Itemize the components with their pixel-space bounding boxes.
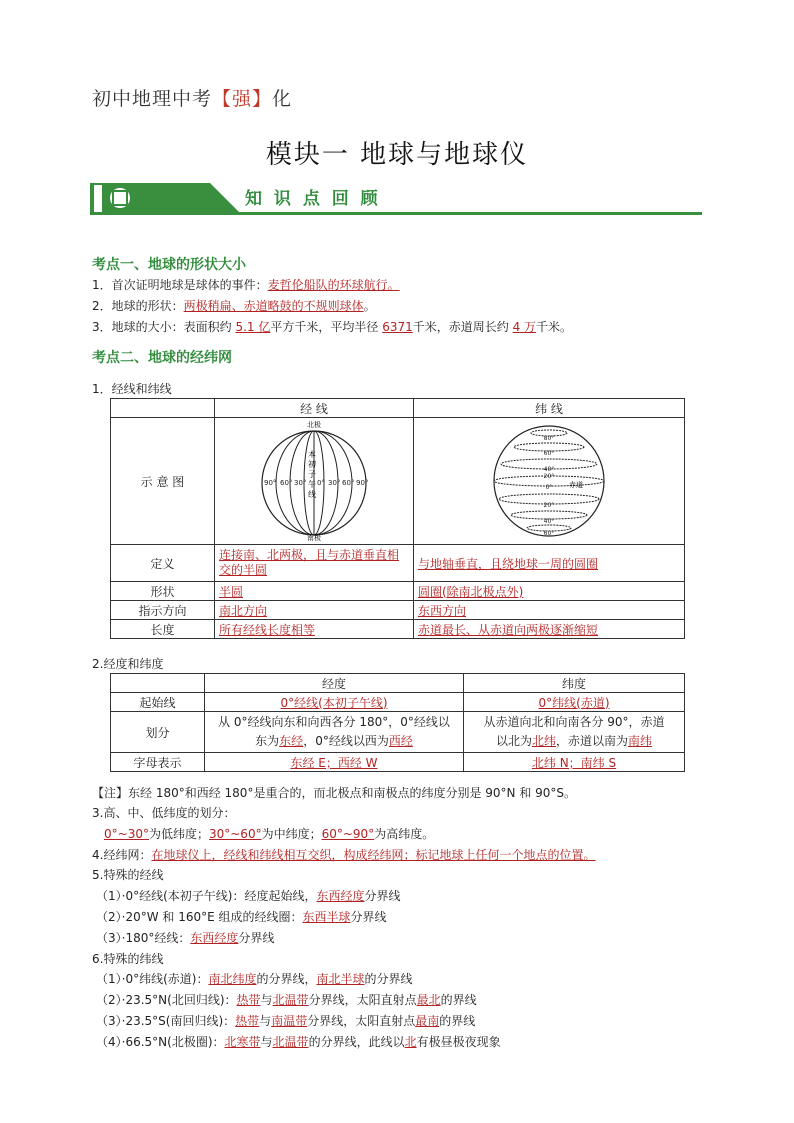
row-diagram-label: 示 意 图 (111, 418, 215, 545)
col-longitude: 经度 (205, 674, 464, 693)
banner-text: 知 识 点 回 顾 (245, 189, 381, 209)
longitude-latitude-table (110, 673, 685, 772)
svg-text:南极: 南极 (307, 533, 321, 541)
svg-text:北极: 北极 (307, 420, 321, 429)
svg-text:60°: 60° (543, 529, 555, 537)
meridian-special-1: （1）·0°经线(本初子午线)：经度起始线，东西经度分界线 (96, 889, 401, 903)
table1-heading: 1．经线和纬线 (92, 382, 172, 396)
parallel-special-4: （4）·66.5°N(北极圈)：北寒带与北温带的分界线，此线以北有极昼极夜现象 (96, 1035, 501, 1049)
header-pre: 初中地理中考 (92, 88, 213, 110)
latitude-start: 0°纬线(赤道) (464, 693, 685, 712)
svg-text:午: 午 (308, 479, 316, 489)
section2-title: 考点二、地球的经纬网 (92, 350, 232, 366)
meridian-globe-svg (224, 419, 404, 541)
svg-text:90°: 90° (356, 478, 369, 487)
svg-text:赤道: 赤道 (569, 480, 583, 489)
note-5: 5.特殊的经线 (92, 868, 164, 882)
svg-text:60°: 60° (543, 449, 555, 457)
svg-text:60°: 60° (280, 478, 293, 487)
svg-text:60°: 60° (342, 478, 355, 487)
s1-line3: 3．地球的大小：表面积约 5.1 亿平方千米，平均半径 6371千米，赤道周长约 4 万千米。 (92, 320, 573, 334)
svg-text:90°: 90° (264, 478, 277, 487)
svg-text:线: 线 (308, 489, 316, 499)
note-1: 【注】东经 180°和西经 180°是重合的，而北极点和南极点的纬度分别是 90°N 和 90°S。 (92, 786, 577, 800)
longitude-start: 0°经线(本初子午线) (205, 693, 464, 712)
col-parallel: 纬 线 (414, 399, 685, 418)
meridian-shape: 半圆 (215, 582, 414, 601)
parallel-special-3: （3）·23.5°S(南回归线)：热带与南温带分界线，太阳直射点最南的界线 (96, 1014, 476, 1028)
section1-title: 考点一、地球的形状大小 (92, 257, 246, 273)
s1-line2: 2．地球的形状：两极稍扁、赤道略鼓的不规则球体。 (92, 299, 376, 313)
meridian-special-2: （2）·20°W 和 160°E 组成的经线圈：东西半球分界线 (96, 910, 387, 924)
note-3: 0°~30°为低纬度；30°~60°为中纬度；60°~90°为高纬度。 (104, 827, 435, 841)
parallel-globe-svg (449, 419, 649, 541)
col-latitude: 纬度 (464, 674, 685, 693)
longitude-division: 从 0°经线向东和向西各分 180°，0°经线以 东为东经，0°经线以西为西经 (205, 712, 464, 753)
meridian-definition: 连接南、北两极，且与赤道垂直相交的半圆 (215, 545, 414, 582)
note-2: 3.高、中、低纬度的划分： (92, 806, 236, 820)
meridian-length: 所有经线长度相等 (215, 620, 414, 639)
note-6: 6.特殊的纬线 (92, 952, 164, 966)
meridian-diagram (215, 418, 414, 545)
table2-heading: 2.经度和纬度 (92, 657, 164, 671)
doc-header (92, 84, 292, 111)
svg-text:80°: 80° (543, 434, 555, 442)
svg-text:30°: 30° (294, 478, 307, 487)
longitude-letters: 东经 E；西经 W (205, 753, 464, 772)
banner-graphic (90, 183, 702, 215)
svg-text:子: 子 (308, 469, 316, 479)
note-4: 4.经纬网：在地球仪上，经线和纬线相互交织，构成经纬网；标记地球上任何一个地点的位置。 (92, 848, 596, 862)
parallel-length: 赤道最长、从赤道向两极逐渐缩短 (414, 620, 685, 639)
row-shape-label: 形状 (111, 582, 215, 601)
svg-text:20°: 20° (543, 501, 555, 509)
page-title: 模块一 地球与地球仪 (265, 140, 529, 170)
section-banner (90, 183, 702, 215)
parallel-special-1: （1）·0°纬线(赤道)：南北纬度的分界线，南北半球的分界线 (96, 972, 413, 986)
parallel-special-2: （2）·23.5°N(北回归线)：热带与北温带分界线，太阳直射点最北的界线 (96, 993, 477, 1007)
row-direction-label: 指示方向 (111, 601, 215, 620)
meridian-special-3: （3）·180°经线：东西经度分界线 (96, 931, 275, 945)
svg-text:0°: 0° (317, 478, 325, 487)
row-division-label: 划分 (111, 712, 205, 753)
latitude-division: 从赤道向北和向南各分 90°，赤道 以北为北纬，赤道以南为南纬 (464, 712, 685, 753)
meridian-direction: 南北方向 (215, 601, 414, 620)
parallel-direction: 东西方向 (414, 601, 685, 620)
row-start-label: 起始线 (111, 693, 205, 712)
parallel-diagram (414, 418, 685, 545)
header-post: 化 (272, 88, 293, 110)
col-meridian: 经 线 (215, 399, 414, 418)
row-letters-label: 字母表示 (111, 753, 205, 772)
meridian-parallel-table (110, 398, 685, 639)
row-length-label: 长度 (111, 620, 215, 639)
svg-text:30°: 30° (328, 478, 341, 487)
svg-text:初: 初 (308, 459, 316, 469)
parallel-shape: 圆圈(除南北极点外) (414, 582, 685, 601)
latitude-letters: 北纬 N；南纬 S (464, 753, 685, 772)
svg-text:0°: 0° (545, 483, 553, 491)
s1-line1: 1．首次证明地球是球体的事件：麦哲伦船队的环球航行。 (92, 278, 400, 292)
svg-text:本: 本 (308, 449, 316, 459)
row-definition-label: 定义 (111, 545, 215, 582)
svg-text:40°: 40° (543, 517, 555, 525)
header-mid: 【强】 (212, 88, 273, 110)
svg-text:40°: 40° (543, 465, 555, 473)
svg-text:20°: 20° (543, 472, 555, 480)
parallel-definition: 与地轴垂直，且绕地球一周的圆圈 (414, 545, 685, 582)
